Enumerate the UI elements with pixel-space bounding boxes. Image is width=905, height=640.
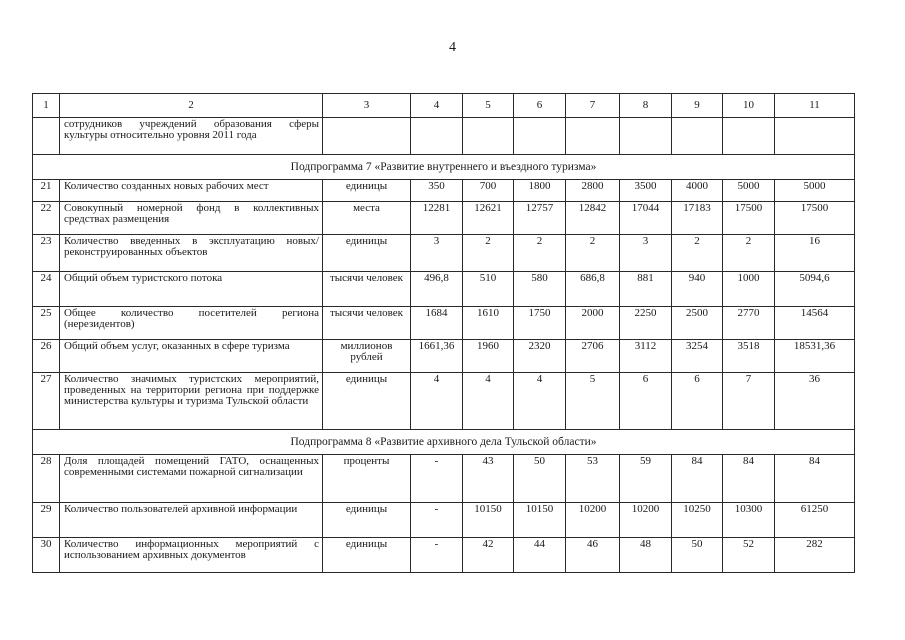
value-cell: 350 — [411, 180, 463, 202]
value-cell: 2500 — [672, 307, 723, 340]
value-cell: 1960 — [463, 340, 514, 373]
row-number: 30 — [33, 538, 60, 573]
value-cell: 4 — [411, 373, 463, 430]
indicator-name: Общий объем услуг, оказанных в сфере туризма — [60, 340, 323, 373]
value-cell: 881 — [620, 272, 672, 307]
value-cell: 2 — [723, 235, 775, 272]
table-row — [33, 307, 855, 340]
indicator-name: Общее количество посетителей региона (нерезидентов) — [60, 307, 323, 340]
value-cell: 10150 — [463, 503, 514, 538]
unit-cell: единицы — [323, 180, 411, 202]
row-number: 28 — [33, 455, 60, 503]
row-number: 29 — [33, 503, 60, 538]
section-row — [33, 430, 855, 455]
value-cell: 496,8 — [411, 272, 463, 307]
table-row — [33, 538, 855, 573]
indicator-name: Количество пользователей архивной информации — [60, 503, 323, 538]
row-number: 23 — [33, 235, 60, 272]
value-cell: 50 — [514, 455, 566, 503]
value-cell: 17183 — [672, 202, 723, 235]
table-row — [33, 272, 855, 307]
indicator-name: сотрудников учреждений образования сферы культуры относительно уровня 2011 года — [60, 118, 323, 155]
unit-cell: проценты — [323, 455, 411, 503]
value-cell: 3254 — [672, 340, 723, 373]
value-cell: 940 — [672, 272, 723, 307]
indicator-name: Доля площадей помещений ГАТО, оснащенных современными системами пожарной сигнализации — [60, 455, 323, 503]
value-cell: 2706 — [566, 340, 620, 373]
value-cell: 48 — [620, 538, 672, 573]
value-cell: 1684 — [411, 307, 463, 340]
value-cell: 580 — [514, 272, 566, 307]
total-cell: 36 — [775, 373, 855, 430]
value-cell: 2320 — [514, 340, 566, 373]
total-cell: 18531,36 — [775, 340, 855, 373]
value-cell: 42 — [463, 538, 514, 573]
value-cell: 52 — [723, 538, 775, 573]
header-cell: 1 — [33, 94, 60, 118]
section-title: Подпрограмма 8 «Развитие архивного дела Тульской области» — [33, 430, 855, 455]
indicator-name: Количество значимых туристских мероприятий, проведенных на территории региона при поддержке министерства культуры и туризма Тульской области — [60, 373, 323, 430]
value-cell: 2000 — [566, 307, 620, 340]
row-number: 26 — [33, 340, 60, 373]
value-cell: - — [411, 538, 463, 573]
value-cell: 1750 — [514, 307, 566, 340]
value-cell: 10300 — [723, 503, 775, 538]
value-cell: 10200 — [566, 503, 620, 538]
table-row — [33, 235, 855, 272]
total-cell: 5000 — [775, 180, 855, 202]
value-cell: 700 — [463, 180, 514, 202]
total-cell: 5094,6 — [775, 272, 855, 307]
value-cell: 84 — [672, 455, 723, 503]
indicator-name: Количество информационных мероприятий с использованием архивных документов — [60, 538, 323, 573]
value-cell: 44 — [514, 538, 566, 573]
header-cell: 9 — [672, 94, 723, 118]
value-cell: 3500 — [620, 180, 672, 202]
value-cell: 1000 — [723, 272, 775, 307]
value-cell: 7 — [723, 373, 775, 430]
value-cell: 2 — [514, 235, 566, 272]
value-cell: 59 — [620, 455, 672, 503]
value-cell: 50 — [672, 538, 723, 573]
value-cell: 2800 — [566, 180, 620, 202]
section-row — [33, 155, 855, 180]
value-cell: 84 — [723, 455, 775, 503]
value-cell: 6 — [620, 373, 672, 430]
header-cell: 5 — [463, 94, 514, 118]
value-cell: 2 — [566, 235, 620, 272]
value-cell: 1610 — [463, 307, 514, 340]
value-cell: 2 — [463, 235, 514, 272]
table-row — [33, 180, 855, 202]
value-cell: 1661,36 — [411, 340, 463, 373]
unit-cell: единицы — [323, 538, 411, 573]
value-cell: 12621 — [463, 202, 514, 235]
row-number: 27 — [33, 373, 60, 430]
value-cell: 10150 — [514, 503, 566, 538]
unit-cell: единицы — [323, 235, 411, 272]
page-number: 4 — [449, 40, 456, 55]
value-cell: 10200 — [620, 503, 672, 538]
value-cell: 3518 — [723, 340, 775, 373]
row-number: 21 — [33, 180, 60, 202]
value-cell: 686,8 — [566, 272, 620, 307]
value-cell: 3 — [620, 235, 672, 272]
value-cell: 3112 — [620, 340, 672, 373]
indicator-name: Количество введенных в эксплуатацию новых/реконструированных объектов — [60, 235, 323, 272]
indicator-name: Общий объем туристского потока — [60, 272, 323, 307]
indicators-table — [32, 93, 855, 573]
table-row — [33, 118, 855, 155]
value-cell: 3 — [411, 235, 463, 272]
table-row — [33, 340, 855, 373]
table-row — [33, 202, 855, 235]
value-cell: 43 — [463, 455, 514, 503]
value-cell: 2 — [672, 235, 723, 272]
unit-cell: единицы — [323, 373, 411, 430]
header-cell: 8 — [620, 94, 672, 118]
unit-cell: миллионов рублей — [323, 340, 411, 373]
section-title: Подпрограмма 7 «Развитие внутреннего и въездного туризма» — [33, 155, 855, 180]
value-cell: 4 — [463, 373, 514, 430]
value-cell: 4000 — [672, 180, 723, 202]
value-cell: 2250 — [620, 307, 672, 340]
total-cell: 16 — [775, 235, 855, 272]
value-cell: 5000 — [723, 180, 775, 202]
value-cell: 17500 — [723, 202, 775, 235]
header-cell: 3 — [323, 94, 411, 118]
value-cell: 4 — [514, 373, 566, 430]
indicator-name: Количество созданных новых рабочих мест — [60, 180, 323, 202]
row-number — [33, 118, 60, 155]
value-cell: 12757 — [514, 202, 566, 235]
table-row — [33, 373, 855, 430]
value-cell: - — [411, 503, 463, 538]
total-cell: 282 — [775, 538, 855, 573]
value-cell: 2770 — [723, 307, 775, 340]
indicator-name: Совокупный номерной фонд в коллективных средствах размещения — [60, 202, 323, 235]
header-cell: 2 — [60, 94, 323, 118]
value-cell: 1800 — [514, 180, 566, 202]
total-cell: 84 — [775, 455, 855, 503]
table-row — [33, 503, 855, 538]
total-cell: 14564 — [775, 307, 855, 340]
value-cell: 10250 — [672, 503, 723, 538]
unit-cell: места — [323, 202, 411, 235]
total-cell: 61250 — [775, 503, 855, 538]
value-cell: - — [411, 455, 463, 503]
table-header-row — [33, 94, 855, 118]
header-cell: 7 — [566, 94, 620, 118]
row-number: 22 — [33, 202, 60, 235]
row-number: 24 — [33, 272, 60, 307]
header-cell: 10 — [723, 94, 775, 118]
value-cell: 6 — [672, 373, 723, 430]
value-cell: 12281 — [411, 202, 463, 235]
value-cell: 5 — [566, 373, 620, 430]
header-cell: 11 — [775, 94, 855, 118]
header-cell: 4 — [411, 94, 463, 118]
unit-cell: единицы — [323, 503, 411, 538]
value-cell: 12842 — [566, 202, 620, 235]
value-cell: 46 — [566, 538, 620, 573]
value-cell: 53 — [566, 455, 620, 503]
value-cell: 510 — [463, 272, 514, 307]
unit-cell: тысячи человек — [323, 307, 411, 340]
value-cell: 17044 — [620, 202, 672, 235]
header-cell: 6 — [514, 94, 566, 118]
table-row — [33, 455, 855, 503]
total-cell: 17500 — [775, 202, 855, 235]
row-number: 25 — [33, 307, 60, 340]
unit-cell: тысячи человек — [323, 272, 411, 307]
